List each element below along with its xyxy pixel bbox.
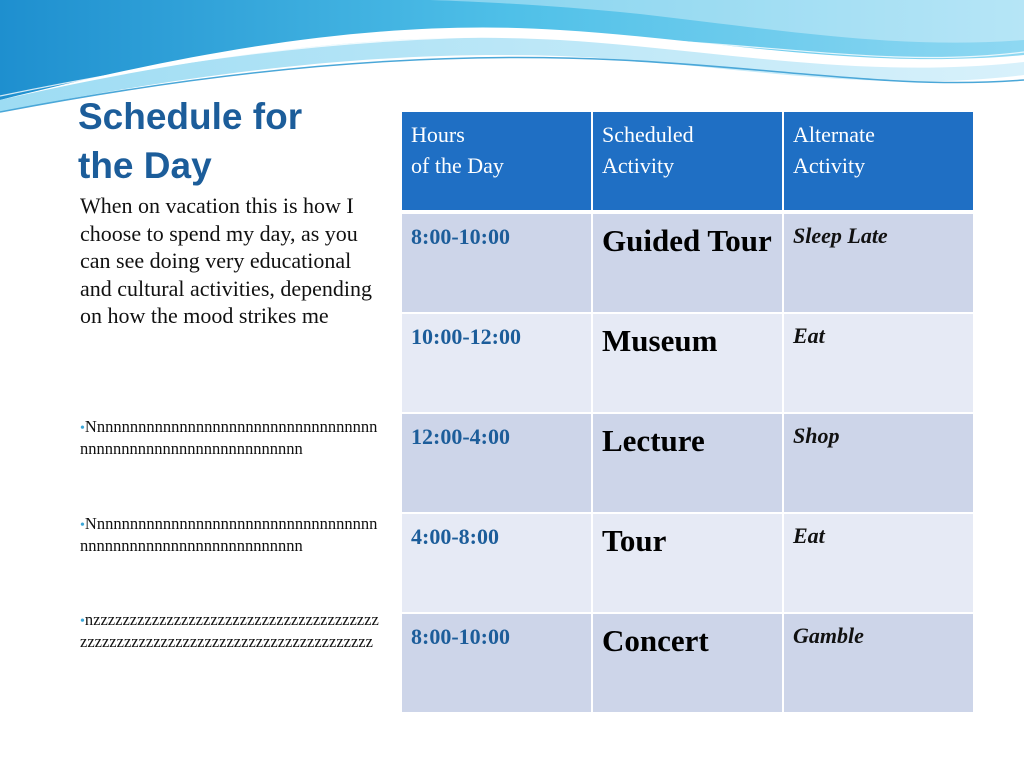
slide-title bbox=[78, 92, 378, 190]
bullet-dot: • bbox=[80, 518, 85, 533]
bullet-dot: • bbox=[80, 614, 85, 629]
intro-paragraph: When on vacation this is how I choose to spend my day, as you can see doing very educational and cultural activities, depending on how the mood strikes me bbox=[80, 193, 373, 328]
header-scheduled-activity: Scheduled Activity bbox=[592, 111, 783, 212]
header-hours: Hours of the Day bbox=[401, 111, 592, 212]
title-line-1: Schedule for bbox=[78, 96, 303, 137]
alternate-cell: Eat bbox=[783, 513, 974, 613]
table-header-row bbox=[401, 111, 974, 212]
table-row bbox=[401, 513, 974, 613]
schedule-table bbox=[400, 110, 975, 714]
header-alternate-activity: Alternate Activity bbox=[783, 111, 974, 212]
bullet-text-1: Nnnnnnnnnnnnnnnnnnnnnnnnnnnnnnnnnnnnnnnnnnnnnnnnnnnnnnnnnnnnnn bbox=[80, 417, 378, 458]
alternate-cell: Eat bbox=[783, 313, 974, 413]
hours-cell: 8:00-10:00 bbox=[401, 613, 592, 713]
hours-cell: 8:00-10:00 bbox=[401, 212, 592, 313]
table-row bbox=[401, 413, 974, 513]
bullet-item-3 bbox=[80, 610, 382, 652]
activity-cell: Lecture bbox=[592, 413, 783, 513]
activity-cell: Museum bbox=[592, 313, 783, 413]
bullet-item-2 bbox=[80, 514, 382, 556]
table-row bbox=[401, 613, 974, 713]
bullet-text-2: Nnnnnnnnnnnnnnnnnnnnnnnnnnnnnnnnnnnnnnnnnnnnnnnnnnnnnnnnnnnnnn bbox=[80, 514, 378, 555]
activity-cell: Concert bbox=[592, 613, 783, 713]
table-row bbox=[401, 212, 974, 313]
hours-cell: 12:00-4:00 bbox=[401, 413, 592, 513]
hours-cell: 10:00-12:00 bbox=[401, 313, 592, 413]
title-line-2: the Day bbox=[78, 145, 212, 186]
alternate-cell: Gamble bbox=[783, 613, 974, 713]
alternate-cell: Shop bbox=[783, 413, 974, 513]
table-row bbox=[401, 313, 974, 413]
bullet-dot: • bbox=[80, 421, 85, 436]
alternate-cell: Sleep Late bbox=[783, 212, 974, 313]
hours-cell: 4:00-8:00 bbox=[401, 513, 592, 613]
bullet-text-3: nzzzzzzzzzzzzzzzzzzzzzzzzzzzzzzzzzzzzzzzzzzzzzzzzzzzzzzzzzzzzzzzzzzzzzzzzzzzzzzz bbox=[80, 610, 379, 651]
activity-cell: Guided Tour bbox=[592, 212, 783, 313]
bullet-item-1 bbox=[80, 417, 382, 459]
activity-cell: Tour bbox=[592, 513, 783, 613]
